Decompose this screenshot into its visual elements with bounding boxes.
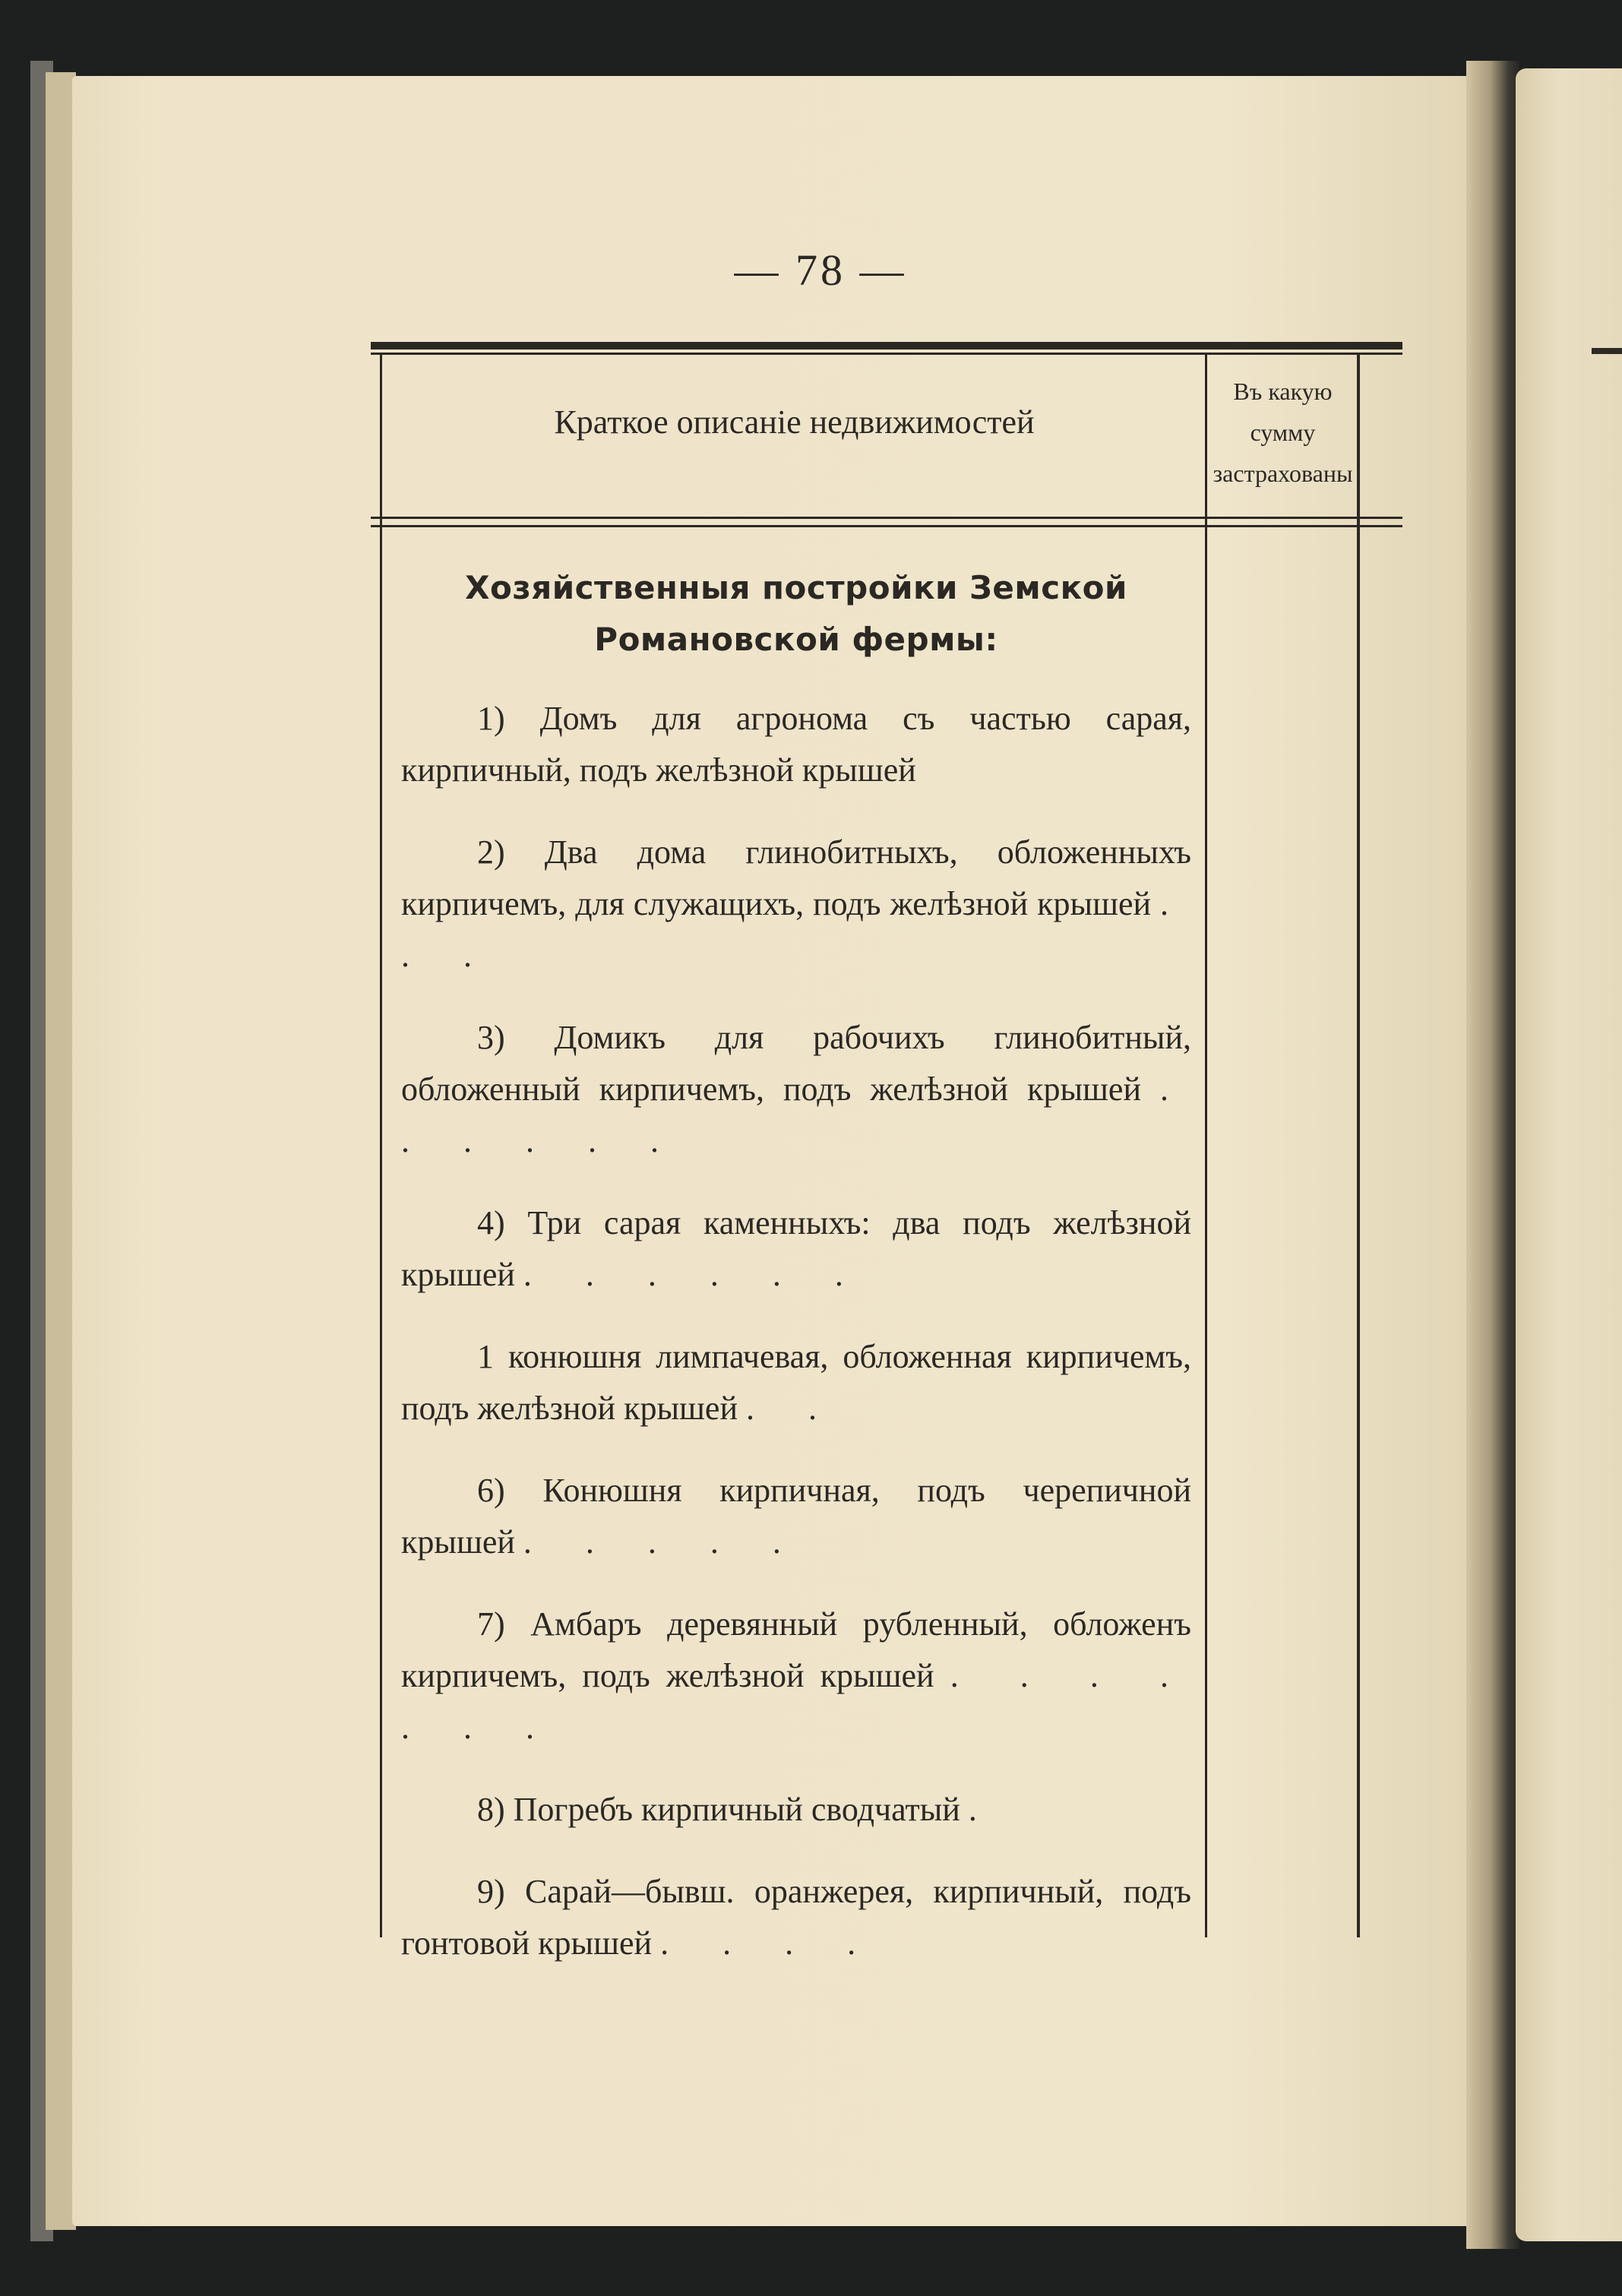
leader-dots: . . . . . . .	[401, 1657, 1192, 1746]
table-header-rule-double	[371, 525, 1402, 527]
property-entry	[401, 1331, 1191, 1434]
facing-page-rule	[1592, 348, 1622, 354]
leader-dots: . . . . . .	[523, 1256, 866, 1293]
table-rule-top-thin	[371, 353, 1402, 355]
property-entry	[401, 1866, 1191, 1969]
entry-text: 1) Домъ для агронома съ частью сарая, кирпичный, подъ желѣзной крышей	[401, 700, 1191, 789]
table-column-line-right	[1357, 353, 1360, 1937]
entry-text: 7) Амбаръ деревянный рубленный, обложенъ кирпичемъ, подъ желѣзной крышей	[401, 1605, 1191, 1694]
description-column	[401, 562, 1191, 2000]
entry-text: 9) Сарай—бывш. оранжерея, кирпичный, подъ гонтовой крышей	[401, 1873, 1191, 1962]
property-entry	[401, 1012, 1191, 1167]
entry-text: 8) Погребъ кирпичный сводчатый	[477, 1791, 960, 1828]
entry-text: 1 конюшня лимпачевая, обложенная кирпичемъ, подъ желѣзной крышей	[401, 1338, 1191, 1427]
leader-dots: . . . .	[660, 1924, 879, 1962]
property-table	[371, 342, 1402, 1962]
leader-dots: . . . . . .	[401, 1071, 1192, 1159]
header-insured-sum: Въ какую сумму застрахованы	[1213, 378, 1353, 487]
table-column-line-middle	[1205, 353, 1207, 1937]
leader-dots: . . . . .	[523, 1523, 804, 1561]
table-header-rule	[371, 517, 1402, 519]
table-rule-top-thick	[371, 342, 1402, 349]
property-entry	[401, 827, 1191, 982]
facing-page	[1516, 68, 1622, 2241]
header-description: Краткое описаніе недвижимостей	[554, 403, 1035, 441]
entry-text: 6) Конюшня кирпичная, подъ черепичной крышей	[401, 1472, 1191, 1561]
section-title: Хозяйственныя постройки Земской Романовской фермы:	[465, 569, 1127, 658]
property-entry	[401, 1197, 1191, 1301]
page-number: — 78 —	[734, 245, 907, 295]
table-column-line-left	[380, 353, 382, 1937]
entry-text: 2) Два дома глинобитныхъ, обложенныхъ кирпичемъ, для служащихъ, подъ желѣзной крышей	[401, 833, 1191, 922]
leader-dots: . .	[746, 1390, 839, 1427]
property-entry	[401, 1465, 1191, 1568]
property-entry	[401, 1784, 1191, 1836]
page-edge-left	[46, 72, 76, 2230]
leader-dots: .	[968, 1791, 1000, 1828]
entry-text: 3) Домикъ для рабочихъ глинобитный, обложенный кирпичемъ, подъ желѣзной крышей	[401, 1019, 1191, 1108]
book-gutter	[1466, 61, 1519, 2249]
property-entry	[401, 693, 1191, 796]
property-entry	[401, 1599, 1191, 1754]
leader-dots: . . .	[401, 885, 1191, 974]
entry-text: 4) Три сарая каменныхъ: два подъ желѣзной крышей	[401, 1204, 1191, 1293]
